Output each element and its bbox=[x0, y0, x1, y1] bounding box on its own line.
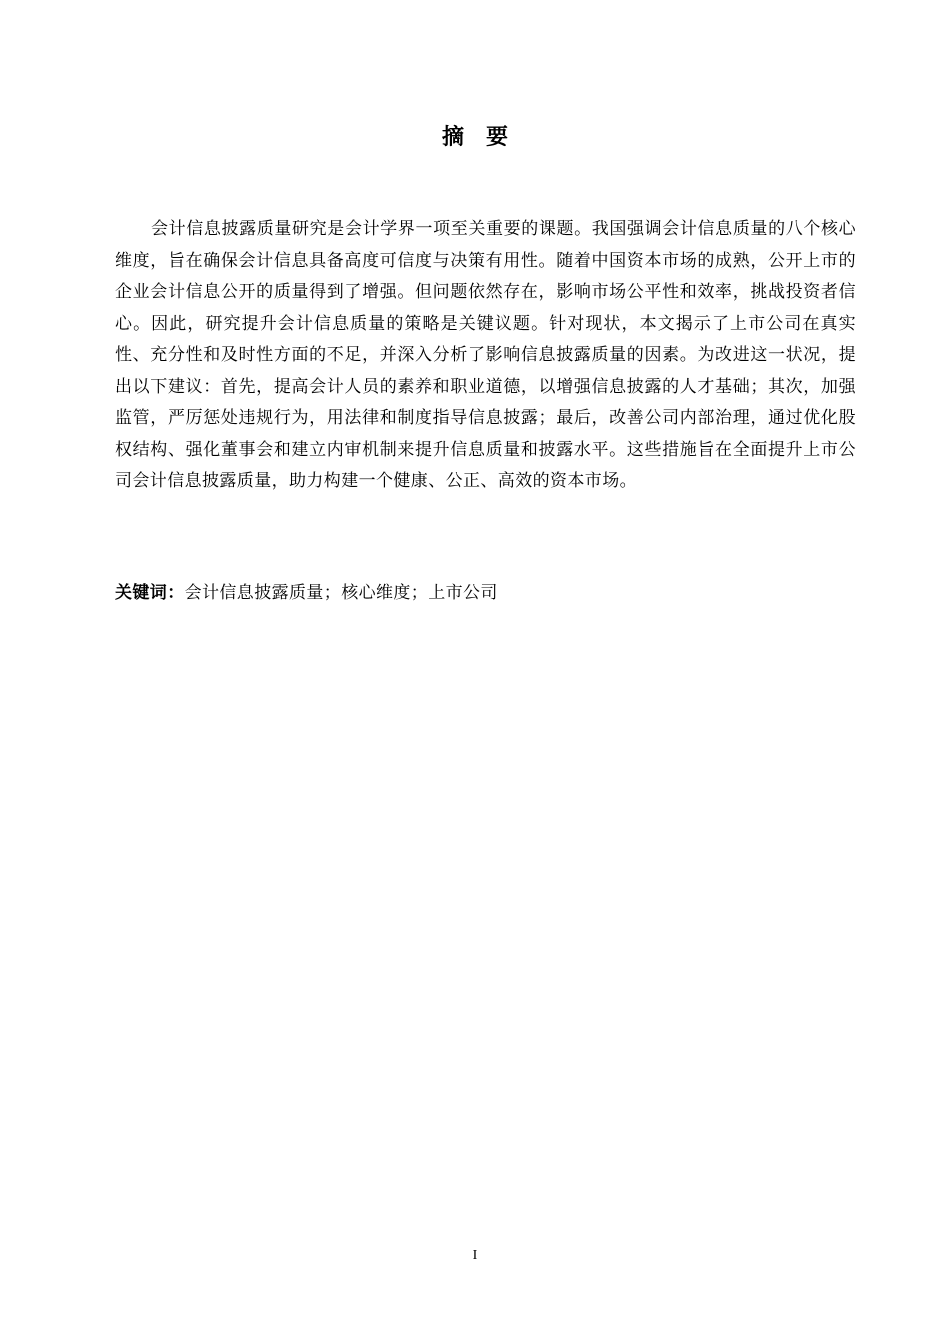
page-number: I bbox=[472, 1248, 478, 1263]
keywords-line bbox=[115, 578, 856, 609]
keywords-label: 关键词： bbox=[115, 583, 185, 603]
page-title: 摘要 bbox=[441, 125, 530, 150]
abstract-paragraph: 会计信息披露质量研究是会计学界一项至关重要的课题。我国强调会计信息质量的八个核心维度，旨在确保会计信息具备高度可信度与决策有用性。随着中国资本市场的成熟，公开上市的企业会计信息公开的质量得到了增强。但问题依然存在，影响市场公平性和效率，挑战投资者信心。因此，研究提升会计信息质量的策略是关键议题。针对现状，本文揭示了上市公司在真实性、充分性和及时性方面的不足，并深入分析了影响信息披露质量的因素。为改进这一状况，提出以下建议：首先，提高会计人员的素养和职业道德，以增强信息披露的人才基础；其次，加强监管，严厉惩处违规行为，用法律和制度指导信息披露；最后，改善公司内部治理，通过优化股权结构、强化董事会和建立内审机制来提升信息质量和披露水平。这些措施旨在全面提升上市公司会计信息披露质量，助力构建一个健康、公正、高效的资本市场。 bbox=[115, 219, 856, 491]
keywords-text: 会计信息披露质量；核心维度；上市公司 bbox=[184, 583, 498, 603]
